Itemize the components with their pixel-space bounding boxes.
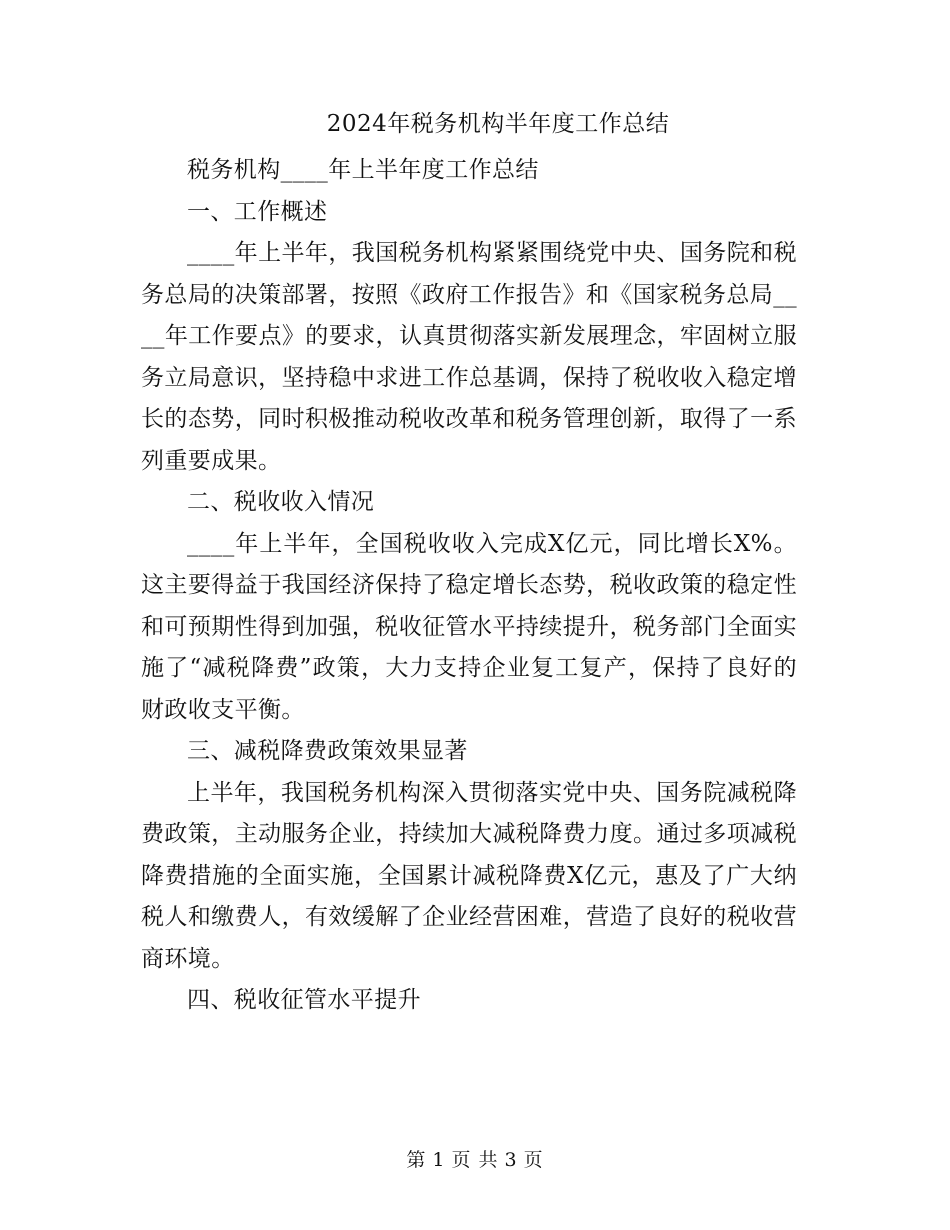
document-title: 2024年税务机构半年度工作总结 bbox=[326, 111, 670, 137]
paragraph-tax-cuts: 上半年，我国税务机构深入贯彻落实党中央、国务院减税降费政策，主动服务企业，持续加大减税降费力度。通过多项减税降费措施的全面实施，全国累计减税降费X亿元，惠及了广大纳税人和缴费人，有效缓解了企业经营困难，营造了良好的税收营商环境。 bbox=[141, 779, 797, 972]
paragraph-tax-revenue: ____年上半年，全国税收收入完成X亿元，同比增长X%。这主要得益于我国经济保持了稳定增长态势，税收政策的稳定性和可预期性得到加强，税收征管水平持续提升，税务部门全面实施了“减税降费”政策，大力支持企业复工复产，保持了良好的财政收支平衡。 bbox=[141, 530, 797, 723]
page-footer bbox=[0, 1146, 950, 1174]
document-body bbox=[141, 150, 797, 1022]
footer-total-pages: 3 bbox=[504, 1149, 518, 1171]
section-heading-tax-revenue: 二、税收收入情况 bbox=[187, 489, 375, 515]
section-heading-collection: 四、税收征管水平提升 bbox=[187, 987, 421, 1013]
footer-middle: 页 共 bbox=[451, 1149, 499, 1171]
section-heading-tax-cuts: 三、减税降费政策效果显著 bbox=[187, 738, 468, 764]
section-heading-overview: 一、工作概述 bbox=[187, 198, 328, 225]
subtitle-heading: 税务机构____年上半年度工作总结 bbox=[187, 157, 539, 183]
footer-suffix: 页 bbox=[523, 1149, 544, 1171]
paragraph-overview: ____年上半年，我国税务机构紧紧围绕党中央、国务院和税务总局的决策部署，按照《政府工作报告》和《国家税务总局____年工作要点》的要求，认真贯彻落实新发展理念，牢固树立服务立局意识，坚持稳中求进工作总基调，保持了税收收入稳定增长的态势，同时积极推动税收改革和税务管理创新，取得了一系列重要成果。 bbox=[141, 240, 797, 474]
footer-page-number: 1 bbox=[432, 1149, 446, 1171]
footer-prefix: 第 bbox=[406, 1149, 427, 1171]
